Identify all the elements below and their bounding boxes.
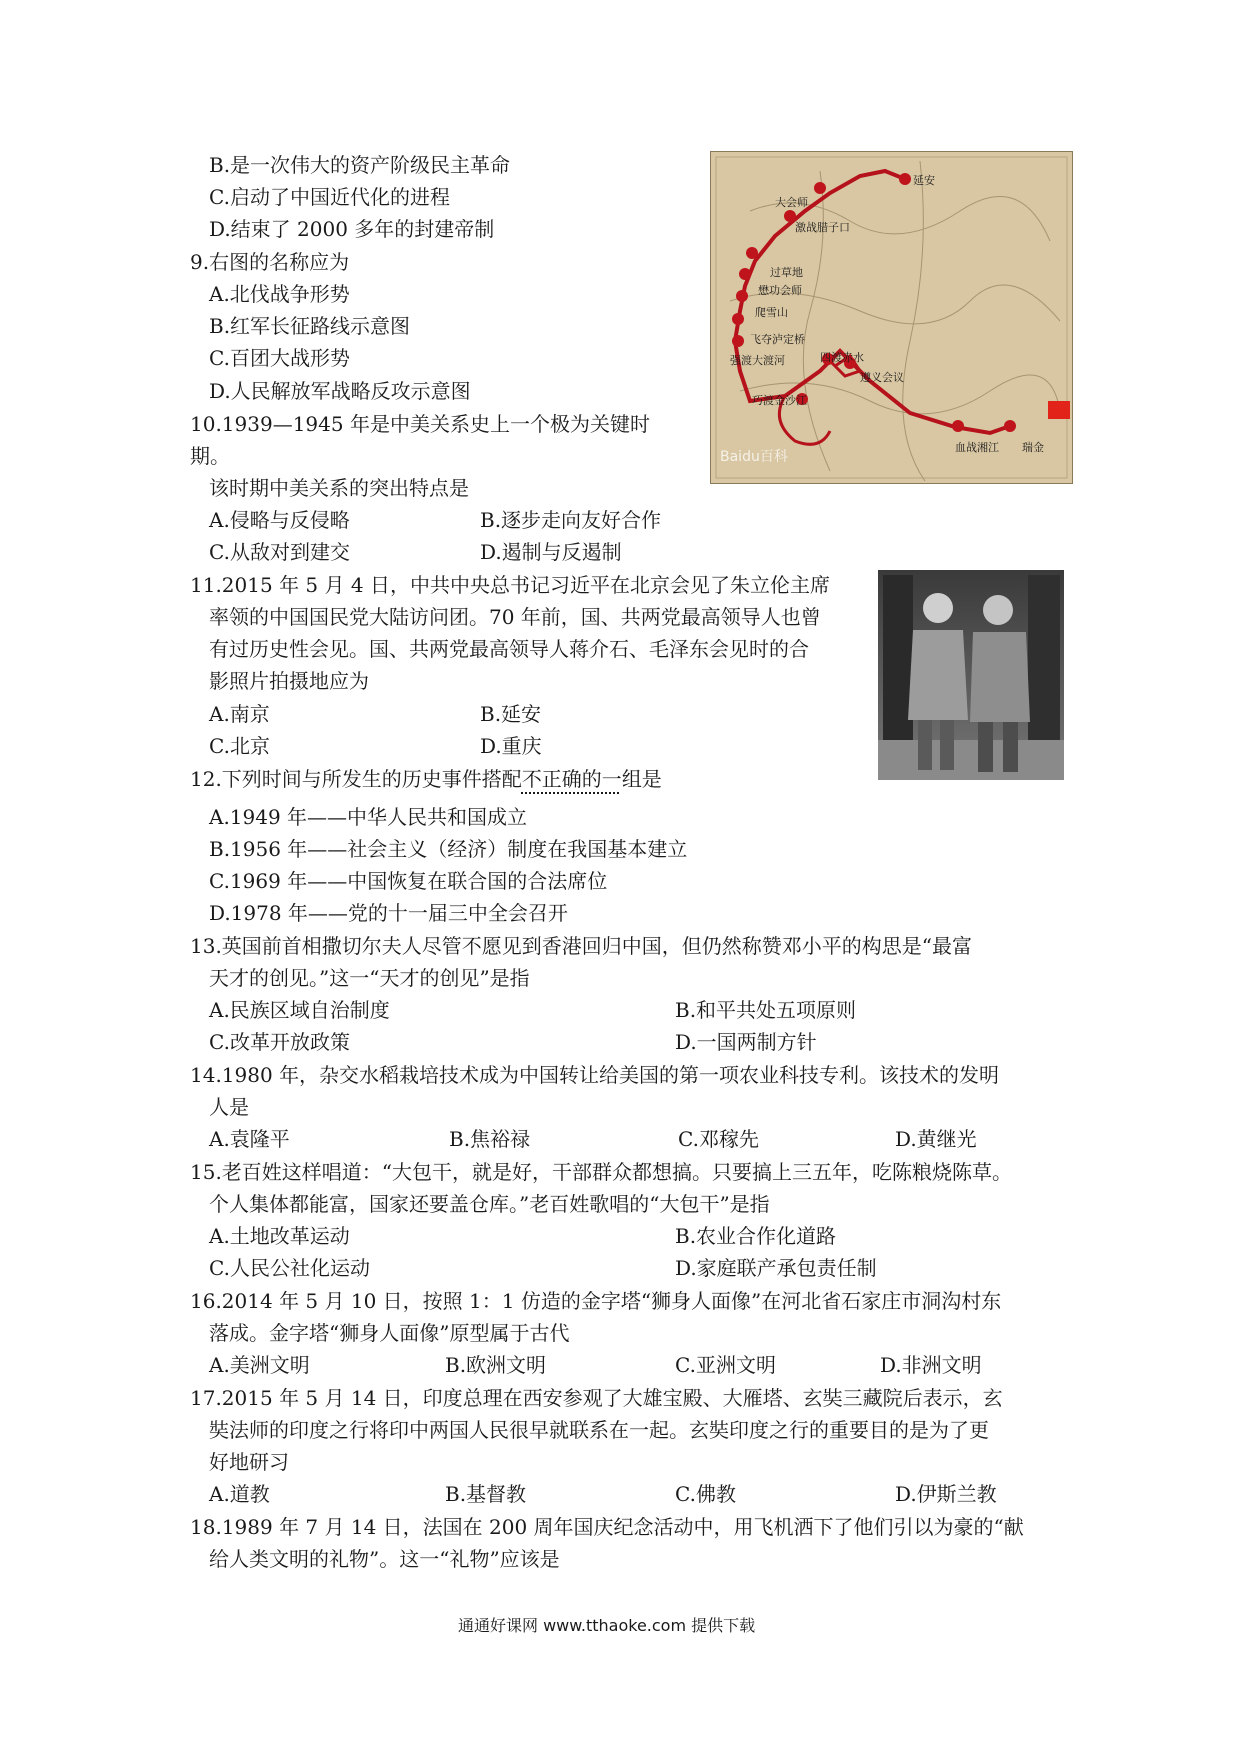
q15-option-b: B.农业合作化道路 <box>675 1224 837 1248</box>
map-label: 血战湘江 <box>955 441 999 454</box>
map-label: 四渡赤水 <box>820 351 864 364</box>
map-label: 瑞金 <box>1022 441 1044 454</box>
q10-option-a: A.侵略与反侵略 <box>209 508 350 532</box>
question-15-cont: 个人集体都能富，国家还要盖仓库。”老百姓歌唱的“大包干”是指 <box>209 1192 770 1216</box>
option-line: C.启动了中国近代化的进程 <box>209 185 450 209</box>
question-13: 13.英国前首相撒切尔夫人尽管不愿见到香港回归中国，但仍然称赞邓小平的构思是“最富 <box>190 934 973 958</box>
map-label: 激战腊子口 <box>795 221 850 234</box>
map-label: 巧渡金沙江 <box>752 394 807 407</box>
q9-option-a: A.北伐战争形势 <box>209 282 350 306</box>
question-11: 11.2015 年 5 月 4 日，中共中央总书记习近平在北京会见了朱立伦主席 <box>190 573 830 597</box>
map-watermark: Baidu百科 <box>720 449 788 465</box>
q16-option-b: B.欧洲文明 <box>445 1353 547 1377</box>
q17-option-b: B.基督教 <box>445 1482 527 1506</box>
q11-option-d: D.重庆 <box>480 734 542 758</box>
map-image <box>710 151 1073 484</box>
question-16: 16.2014 年 5 月 10 日，按照 1：1 仿造的金字塔“狮身人面像”在河北省石家庄市洞沟村东 <box>190 1289 1002 1313</box>
q14-option-d: D.黄继光 <box>895 1127 977 1151</box>
q17-option-c: C.佛教 <box>675 1482 736 1506</box>
question-9: 9.右图的名称应为 <box>190 250 350 274</box>
q9-option-b: B.红军长征路线示意图 <box>209 314 411 338</box>
map-label: 强渡大渡河 <box>730 354 785 367</box>
q13-option-b: B.和平共处五项原则 <box>675 998 857 1022</box>
q9-option-d: D.人民解放军战略反攻示意图 <box>209 379 471 403</box>
q11-option-c: C.北京 <box>209 734 270 758</box>
option-line: B.是一次伟大的资产阶级民主革命 <box>209 153 511 177</box>
q12-prefix: 12.下列时间与所发生的历史事件搭配 <box>190 767 522 791</box>
q12-option-d: D.1978 年——党的十一届三中全会召开 <box>209 901 568 925</box>
map-label: 过草地 <box>770 266 803 279</box>
q13-option-a: A.民族区域自治制度 <box>209 998 390 1022</box>
q12-option-c: C.1969 年——中国恢复在联合国的合法席位 <box>209 869 608 893</box>
q16-option-c: C.亚洲文明 <box>675 1353 776 1377</box>
map-label: 延安 <box>913 174 935 187</box>
map-label: 懋功会师 <box>758 284 802 297</box>
question-17-cont: 奘法师的印度之行将印中两国人民很早就联系在一起。玄奘印度之行的重要目的是为了更 <box>209 1418 989 1442</box>
question-15: 15.老百姓这样唱道：“大包干，就是好，干部群众都想搞。只要搞上三五年，吃陈粮烧陈草。 <box>190 1160 1013 1184</box>
question-11-cont: 影照片拍摄地应为 <box>209 669 369 693</box>
question-14-cont: 人是 <box>209 1095 249 1119</box>
question-18-cont: 给人类文明的礼物”。这一“礼物”应该是 <box>209 1547 560 1571</box>
question-13-cont: 天才的创见。”这一“天才的创见”是指 <box>209 966 530 990</box>
question-10: 10.1939—1945 年是中美关系史上一个极为关键时 <box>190 412 650 436</box>
historical-photo <box>878 570 1064 780</box>
map-label: 大会师 <box>775 196 808 209</box>
q10-option-c: C.从敌对到建交 <box>209 540 350 564</box>
long-march-map <box>710 151 1073 484</box>
q9-option-c: C.百团大战形势 <box>209 346 350 370</box>
q17-option-d: D.伊斯兰教 <box>895 1482 997 1506</box>
map-label: 遵义会议 <box>860 371 904 384</box>
q16-option-a: A.美洲文明 <box>209 1353 310 1377</box>
q14-option-c: C.邓稼先 <box>678 1127 759 1151</box>
question-18: 18.1989 年 7 月 14 日，法国在 200 周年国庆纪念活动中，用飞机洒下了他们引以为豪的“献 <box>190 1515 1024 1539</box>
q15-option-d: D.家庭联产承包责任制 <box>675 1256 877 1280</box>
q14-option-b: B.焦裕禄 <box>449 1127 531 1151</box>
question-10-stem: 该时期中美关系的突出特点是 <box>209 476 469 500</box>
question-17-cont: 好地研习 <box>209 1450 289 1474</box>
q16-option-d: D.非洲文明 <box>880 1353 982 1377</box>
q10-option-b: B.逐步走向友好合作 <box>480 508 662 532</box>
q13-option-d: D.一国两制方针 <box>675 1030 817 1054</box>
q13-option-c: C.改革开放政策 <box>209 1030 350 1054</box>
question-12 <box>190 765 662 793</box>
question-11-cont: 有过历史性会见。国、共两党最高领导人蒋介石、毛泽东会见时的合 <box>209 637 809 661</box>
q11-option-b: B.延安 <box>480 702 542 726</box>
q12-emphasis: 不正确的一 <box>521 767 622 791</box>
q15-option-a: A.土地改革运动 <box>209 1224 350 1248</box>
q15-option-c: C.人民公社化运动 <box>209 1256 370 1280</box>
question-14: 14.1980 年，杂交水稻栽培技术成为中国转让给美国的第一项农业科技专利。该技术的发明 <box>190 1063 1000 1087</box>
q14-option-a: A.袁隆平 <box>209 1127 290 1151</box>
q12-option-b: B.1956 年——社会主义（经济）制度在我国基本建立 <box>209 837 688 861</box>
photo-image <box>878 570 1064 780</box>
map-label: 爬雪山 <box>755 306 788 319</box>
q11-option-a: A.南京 <box>209 702 270 726</box>
q12-option-a: A.1949 年——中华人民共和国成立 <box>209 805 528 829</box>
q12-suffix: 组是 <box>621 767 662 791</box>
question-11-cont: 率领的中国国民党大陆访问团。70 年前，国、共两党最高领导人也曾 <box>209 605 821 629</box>
q10-option-d: D.遏制与反遏制 <box>480 540 622 564</box>
option-line: D.结束了 2000 多年的封建帝制 <box>209 217 495 241</box>
question-17: 17.2015 年 5 月 14 日，印度总理在西安参观了大雄宝殿、大雁塔、玄奘三藏院后表示，玄 <box>190 1386 1003 1410</box>
page-footer: 通通好课网 www.tthaoke.com 提供下载 <box>458 1616 756 1635</box>
q17-option-a: A.道教 <box>209 1482 270 1506</box>
map-label: 飞夺泸定桥 <box>750 333 805 346</box>
question-16-cont: 落成。金字塔“狮身人面像”原型属于古代 <box>209 1321 570 1345</box>
question-10-cont: 期。 <box>190 444 230 468</box>
